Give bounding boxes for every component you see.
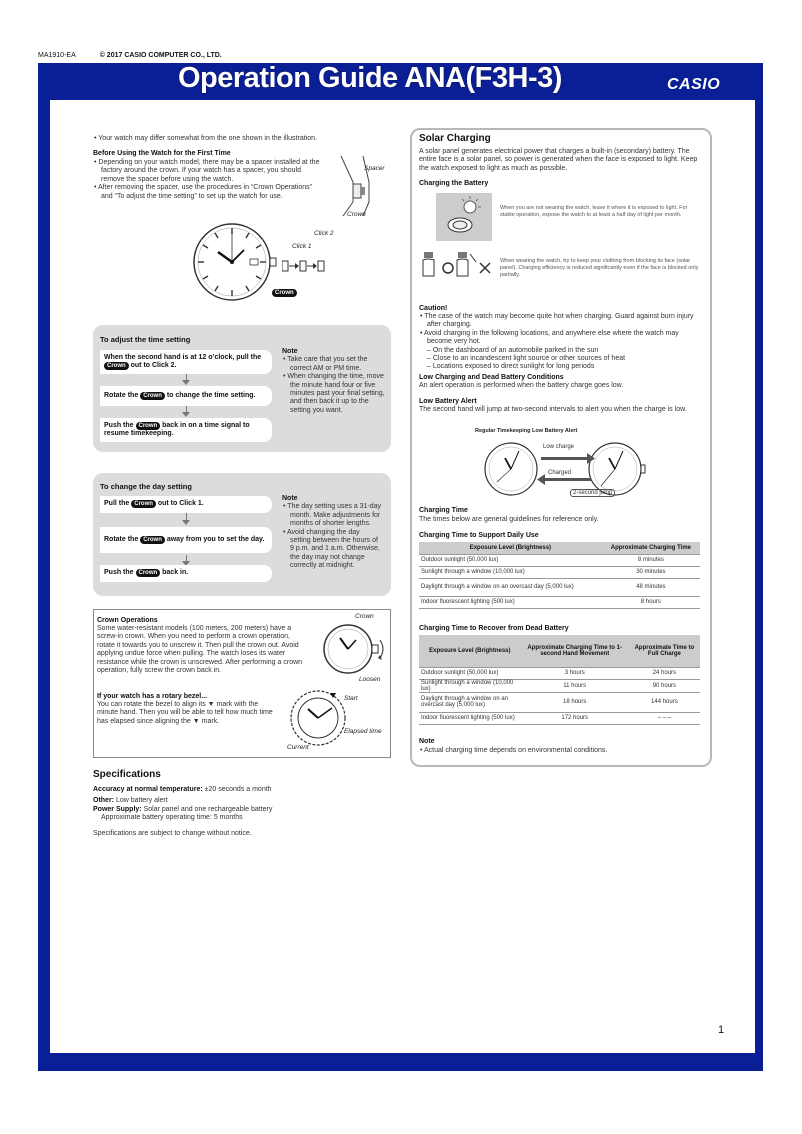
table-cell: 8 hours (602, 596, 700, 608)
crown-tag: Crown (140, 392, 165, 400)
table-row (419, 679, 700, 692)
table-cell: Indoor fluorescent lighting (500 lux) (419, 712, 521, 724)
daily-charging-table (419, 542, 700, 609)
cb-text1: When you are not wearing the watch, leave it where it is exposed to light. For stable operation, expose the watch to at least a half day of light per month. (500, 205, 688, 218)
label-charged: Charged (548, 470, 572, 476)
doc-code: MA1910-EA (38, 52, 76, 59)
t1-header-exposure: Exposure Level (Brightness) (419, 542, 602, 554)
lowalert-title: Low Battery Alert (419, 398, 477, 405)
casio-logo: CASIO (667, 76, 721, 93)
solar-intro: A solar panel generates electrical power that charges a built-in (secondary) battery. The entire face is a solar panel, so power is generated when the face is exposed to light. Keep the watch exposed to light as much as possible. (419, 148, 698, 172)
table-cell: 24 hours (629, 667, 700, 679)
crown-badge: Crown (272, 289, 297, 297)
label-low-charge: Low charge (543, 444, 575, 450)
adjust-title: To adjust the time setting (100, 335, 191, 344)
label-two-second-jump: 2-second jump (570, 489, 615, 497)
charging-title: Charging the Battery (419, 180, 489, 187)
crown-tag: Crown (104, 362, 129, 370)
cb-text2: When wearing the watch, try to keep your clothing from blocking its face (solar panel). Charging efficiency is reduced significantly even if the face is blocked only partially. (500, 258, 699, 278)
table-cell: 18 hours (521, 692, 629, 712)
flow-arrow-2 (182, 412, 190, 417)
table-row (419, 692, 700, 712)
dead-battery-table (419, 635, 700, 725)
table2-title: Charging Time to Recover from Dead Battery (419, 625, 569, 632)
lowdead-text: An alert operation is performed when the battery charge goes low. (419, 382, 624, 389)
specs-list: Accuracy at normal temperature: ±20 seconds a month Other: Low battery alert Power Supply: Solar panel and one rechargeable battery Approximate battery operating time: 5 months Specifications are subject to change without notice. (93, 786, 273, 837)
table-cell: 48 minutes (602, 578, 700, 596)
day-step-3: Push the Crown back in. (100, 565, 272, 582)
day-note: Note • The day setting uses a 31-day month. Make adjustments for months of shorter lengths. • Avoid changing the day setting between the hours of 9 p.m. and 1 a.m. Otherwise, the day may not change correctly at midnight. (282, 495, 382, 570)
lowdead-title: Low Charging and Dead Battery Conditions (419, 374, 564, 381)
adjust-step-2: Rotate the Crown to change the time setting. (100, 386, 272, 406)
before-list: • Depending on your watch model, there may be a spacer installed at the factory around the crown. If your watch has a spacer, you should remove the spacer before using the watch. • After removing the spacer, use the procedures in “Crown Operations” and “To adjust the time setting” to set up the watch for use. (94, 159, 320, 200)
table1-title: Charging Time to Support Daily Use (419, 532, 539, 539)
copyright: © 2017 CASIO COMPUTER CO., LTD. (99, 52, 222, 59)
table-row (419, 554, 700, 566)
label-loosen: Loosen (359, 676, 381, 683)
table-cell: 8 minutes (602, 554, 700, 566)
spacer-illustration (333, 152, 393, 220)
table-cell: 172 hours (521, 712, 629, 724)
day-step-1: Pull the Crown out to Click 1. (100, 496, 272, 513)
bezel-watch-illustration (288, 688, 348, 748)
table-cell: Sunlight through a window (10,000 lux) (419, 679, 521, 692)
crown-watch-illustration (318, 618, 386, 680)
table-cell: 90 hours (629, 679, 700, 692)
caution-title: Caution! (419, 305, 448, 312)
label-start: Start (344, 695, 358, 702)
sleeve-illustration (420, 250, 498, 280)
ctime-text: The times below are general guidelines for reference only. (419, 516, 599, 523)
crownops-title: Crown Operations (97, 617, 158, 624)
label-click1: Click 1 (292, 243, 312, 250)
flow-arrow-3 (182, 520, 190, 525)
label-elapsed: Elapsed time (344, 728, 382, 735)
label-current: Current (287, 744, 309, 751)
solar-title: Solar Charging (419, 133, 491, 144)
label-crown-ops: Crown (355, 613, 374, 620)
bezel-title: If your watch has a rotary bezel... (97, 693, 208, 700)
table-cell: 11 hours (521, 679, 629, 692)
table-row (419, 566, 700, 578)
table-cell: Daylight through a window on an overcast day (5,000 lux) (419, 578, 602, 596)
t2-header-1sec: Approximate Charging Time to 1-second Hand Movement (521, 635, 629, 667)
t1-header-time: Approximate Charging Time (602, 542, 700, 554)
label-click2: Click 2 (314, 230, 334, 237)
table-row (419, 712, 700, 724)
caution-list: • The case of the watch may become quite hot when charging. Guard against burn injury after charging. • Avoid charging in the following locations, and anywhere else where the watch may become very hot. – On the dashboard of an automobile parked in the sun – Close to an incandescent light source or other sources of heat – Locations exposed to direct sunlight for long periods (420, 313, 694, 371)
crown-tag: Crown (136, 422, 161, 430)
table-cell: 144 hours (629, 692, 700, 712)
crown-click-diagram (282, 259, 332, 271)
diagram-title: Regular Timekeeping Low Battery Alert (475, 428, 578, 434)
table-cell: Daylight through a window on an overcast day (5,000 lux) (419, 692, 521, 712)
before-title: Before Using the Watch for the First Time (93, 150, 231, 157)
day-title: To change the day setting (100, 482, 192, 491)
table-cell: – – – (629, 712, 700, 724)
bezel-text: You can rotate the bezel to align its ▼ mark with the minute hand. Then you will be able to tell how much time has elapsed since aligning the ▼ mark. (97, 701, 273, 725)
table-cell: 30 minutes (602, 566, 700, 578)
label-spacer: Spacer (364, 165, 385, 172)
page-number: 1 (718, 1024, 725, 1036)
day-step-2: Rotate the Crown away from you to set the day. (100, 527, 272, 553)
triangle-mark-icon: ▼ (207, 701, 215, 708)
t2-header-exposure: Exposure Level (Brightness) (419, 635, 521, 667)
ctime-title: Charging Time (419, 507, 468, 514)
adjust-step-3: Push the Crown back in on a time signal to resume timekeeping. (100, 418, 272, 442)
label-crown-top: Crown (347, 211, 366, 218)
table-cell: 3 hours (521, 667, 629, 679)
crown-tag: Crown (140, 536, 165, 544)
sun-illustration (436, 193, 492, 241)
note-text: • Actual charging time depends on environmental conditions. (420, 747, 608, 754)
table-row (419, 578, 700, 596)
intro-note: • Your watch may differ somewhat from the one shown in the illustration. (94, 135, 317, 142)
t2-header-full: Approximate Time to Full Charge (629, 635, 700, 667)
top-line (38, 52, 222, 59)
adjust-note: Note • Take care that you set the correct AM or PM time. • When changing the time, move the minute hand four or five minutes past your final setting, and then back it up to the setting you want. (282, 348, 385, 414)
triangle-mark-icon: ▼ (192, 717, 200, 725)
specs-title: Specifications (93, 769, 161, 780)
lowalert-text: The second hand will jump at two-second intervals to alert you when the charge is low. (419, 406, 687, 413)
crown-tag: Crown (136, 569, 161, 577)
adjust-step-1: When the second hand is at 12 o’clock, pull the Crown out to Click 2. (100, 350, 272, 374)
table-row (419, 596, 700, 608)
table-cell: Outdoor sunlight (50,000 lux) (419, 554, 602, 566)
crown-tag: Crown (131, 500, 156, 508)
page-title: Operation Guide ANA(F3H-3) (178, 62, 562, 94)
table-cell: Sunlight through a window (10,000 lux) (419, 566, 602, 578)
watch-face-illustration (190, 222, 280, 302)
flow-arrow-1 (182, 380, 190, 385)
table-row (419, 667, 700, 679)
table-cell: Indoor fluorescent lighting (500 lux) (419, 596, 602, 608)
crownops-text: Some water-resistant models (100 meters, 200 meters) have a screw-in crown. When you need to perform a crown operation, rotate it towards you to unscrew it. Then pull the crown out. Avoid applying undue force when pulling. The watch loses its water resistance while the crown is unscrewed. After performing a crown operation, fully screw the crown back in. (97, 625, 303, 675)
table-cell: Outdoor sunlight (50,000 lux) (419, 667, 521, 679)
note-title: Note (419, 738, 435, 745)
